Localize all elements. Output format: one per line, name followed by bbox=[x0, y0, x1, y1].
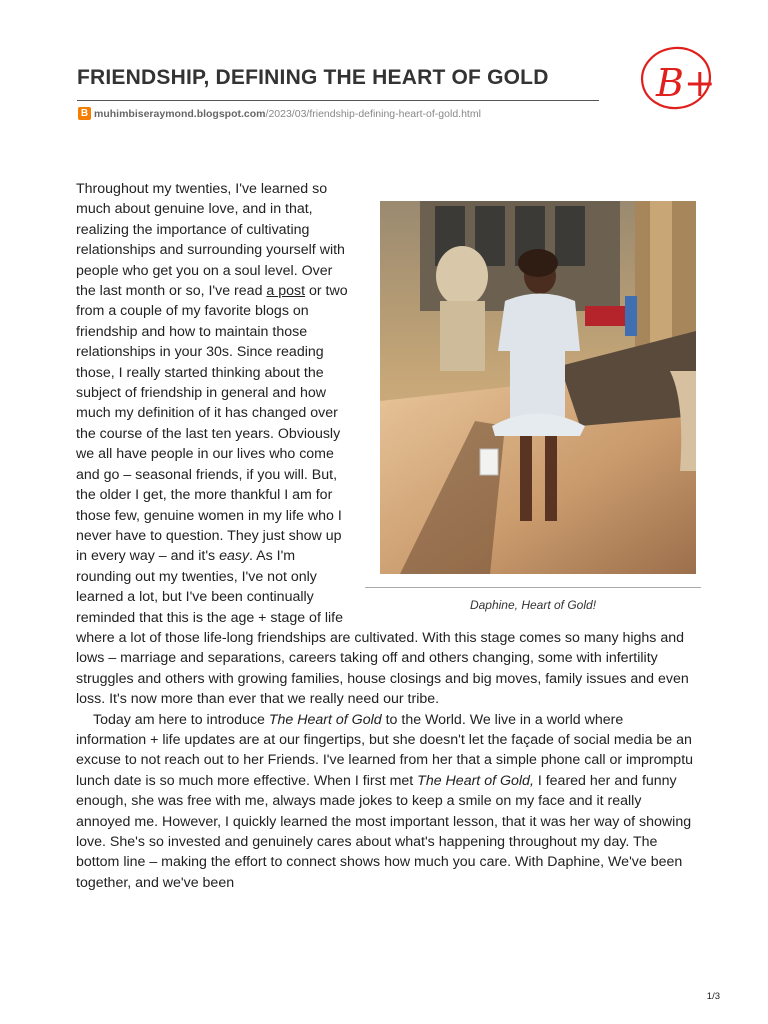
paragraph-2-text-c: I feared her and funny enough, she was free with me, always made jokes to keep a smile on my face and it really annoyed me. However, I quickly learned the most important lesson, that it was her way of showing love. She's so invested and genuinely cares about what's happening throughout my day. The bottom line – making the effort to connect shows how much you care. With Daphine, We've been together, and we've been bbox=[76, 772, 692, 891]
caption-divider bbox=[365, 587, 701, 588]
paragraph-1-text-b: or two from a couple of my favorite blogs on friendship and how to maintain those relationships in your 30s. Since reading those, I really started thinking about the subject of friendship in general and how much my definition of it has changed over the course of the last ten years. Obviously we all have people in our lives who come and go – seasonal friends, if you will. But, the older I get, the more thankful I am for those few, genuine women in my life who I never have to question. They just show up in every way – and it's bbox=[76, 283, 348, 565]
source-url[interactable] bbox=[78, 107, 481, 120]
grade-text: B+ bbox=[656, 61, 716, 105]
page-number: 1/3 bbox=[706, 991, 720, 1002]
figure-caption: Daphine, Heart of Gold! bbox=[469, 598, 597, 612]
source-path[interactable]: /2023/03/friendship-defining-heart-of-gold.html bbox=[265, 107, 481, 120]
paragraph-2 bbox=[76, 710, 696, 894]
article-figure bbox=[365, 201, 701, 615]
grade-mark bbox=[634, 40, 726, 112]
article-body bbox=[76, 179, 696, 893]
paragraph-1-text-a: Throughout my twenties, I've learned so much about genuine love, and in that, realizing the importance of cultivating relationships and surrounding yourself with people who get you on a soul level. Over the last month or so, I've read bbox=[76, 181, 345, 300]
post-link[interactable]: a post bbox=[266, 283, 306, 300]
paragraph-2-text-a: Today am here to introduce bbox=[93, 711, 269, 728]
paragraph-2-emphasis-1: The Heart of Gold bbox=[268, 711, 382, 728]
title-divider bbox=[77, 100, 599, 101]
article-photo bbox=[380, 201, 696, 574]
page-title: FRIENDSHIP, DEFINING THE HEART OF GOLD bbox=[77, 66, 549, 89]
paragraph-1-emphasis: easy bbox=[219, 548, 250, 565]
paragraph-1-text-c: . As I'm rounding out my twenties, I've not only learned a lot, but I've been continually reminded that this is the age + stage of life where a lot of those life-long friendships are cultivated. With this stage comes so many highs and lows – marriage and separations, careers taking off and others changing, some with infertility struggles and others with growing families, house closings and big moves, family issues and even loss. It's now more than ever that we really need our tribe. bbox=[76, 548, 689, 708]
paragraph-2-text-b: to the World. We live in a world where information + life updates are at our fingertips, but she doesn't let the façade of social media be an excuse to not reach out to her Friends. I've learned from her that a simple phone call or impromptu lunch date is so much more effective. When I first met bbox=[76, 711, 694, 789]
source-domain[interactable]: muhimbiseraymond.blogspot.com bbox=[94, 107, 266, 120]
blogger-icon: B bbox=[78, 107, 91, 120]
paragraph-2-emphasis-2: The Heart of Gold, bbox=[417, 772, 534, 789]
